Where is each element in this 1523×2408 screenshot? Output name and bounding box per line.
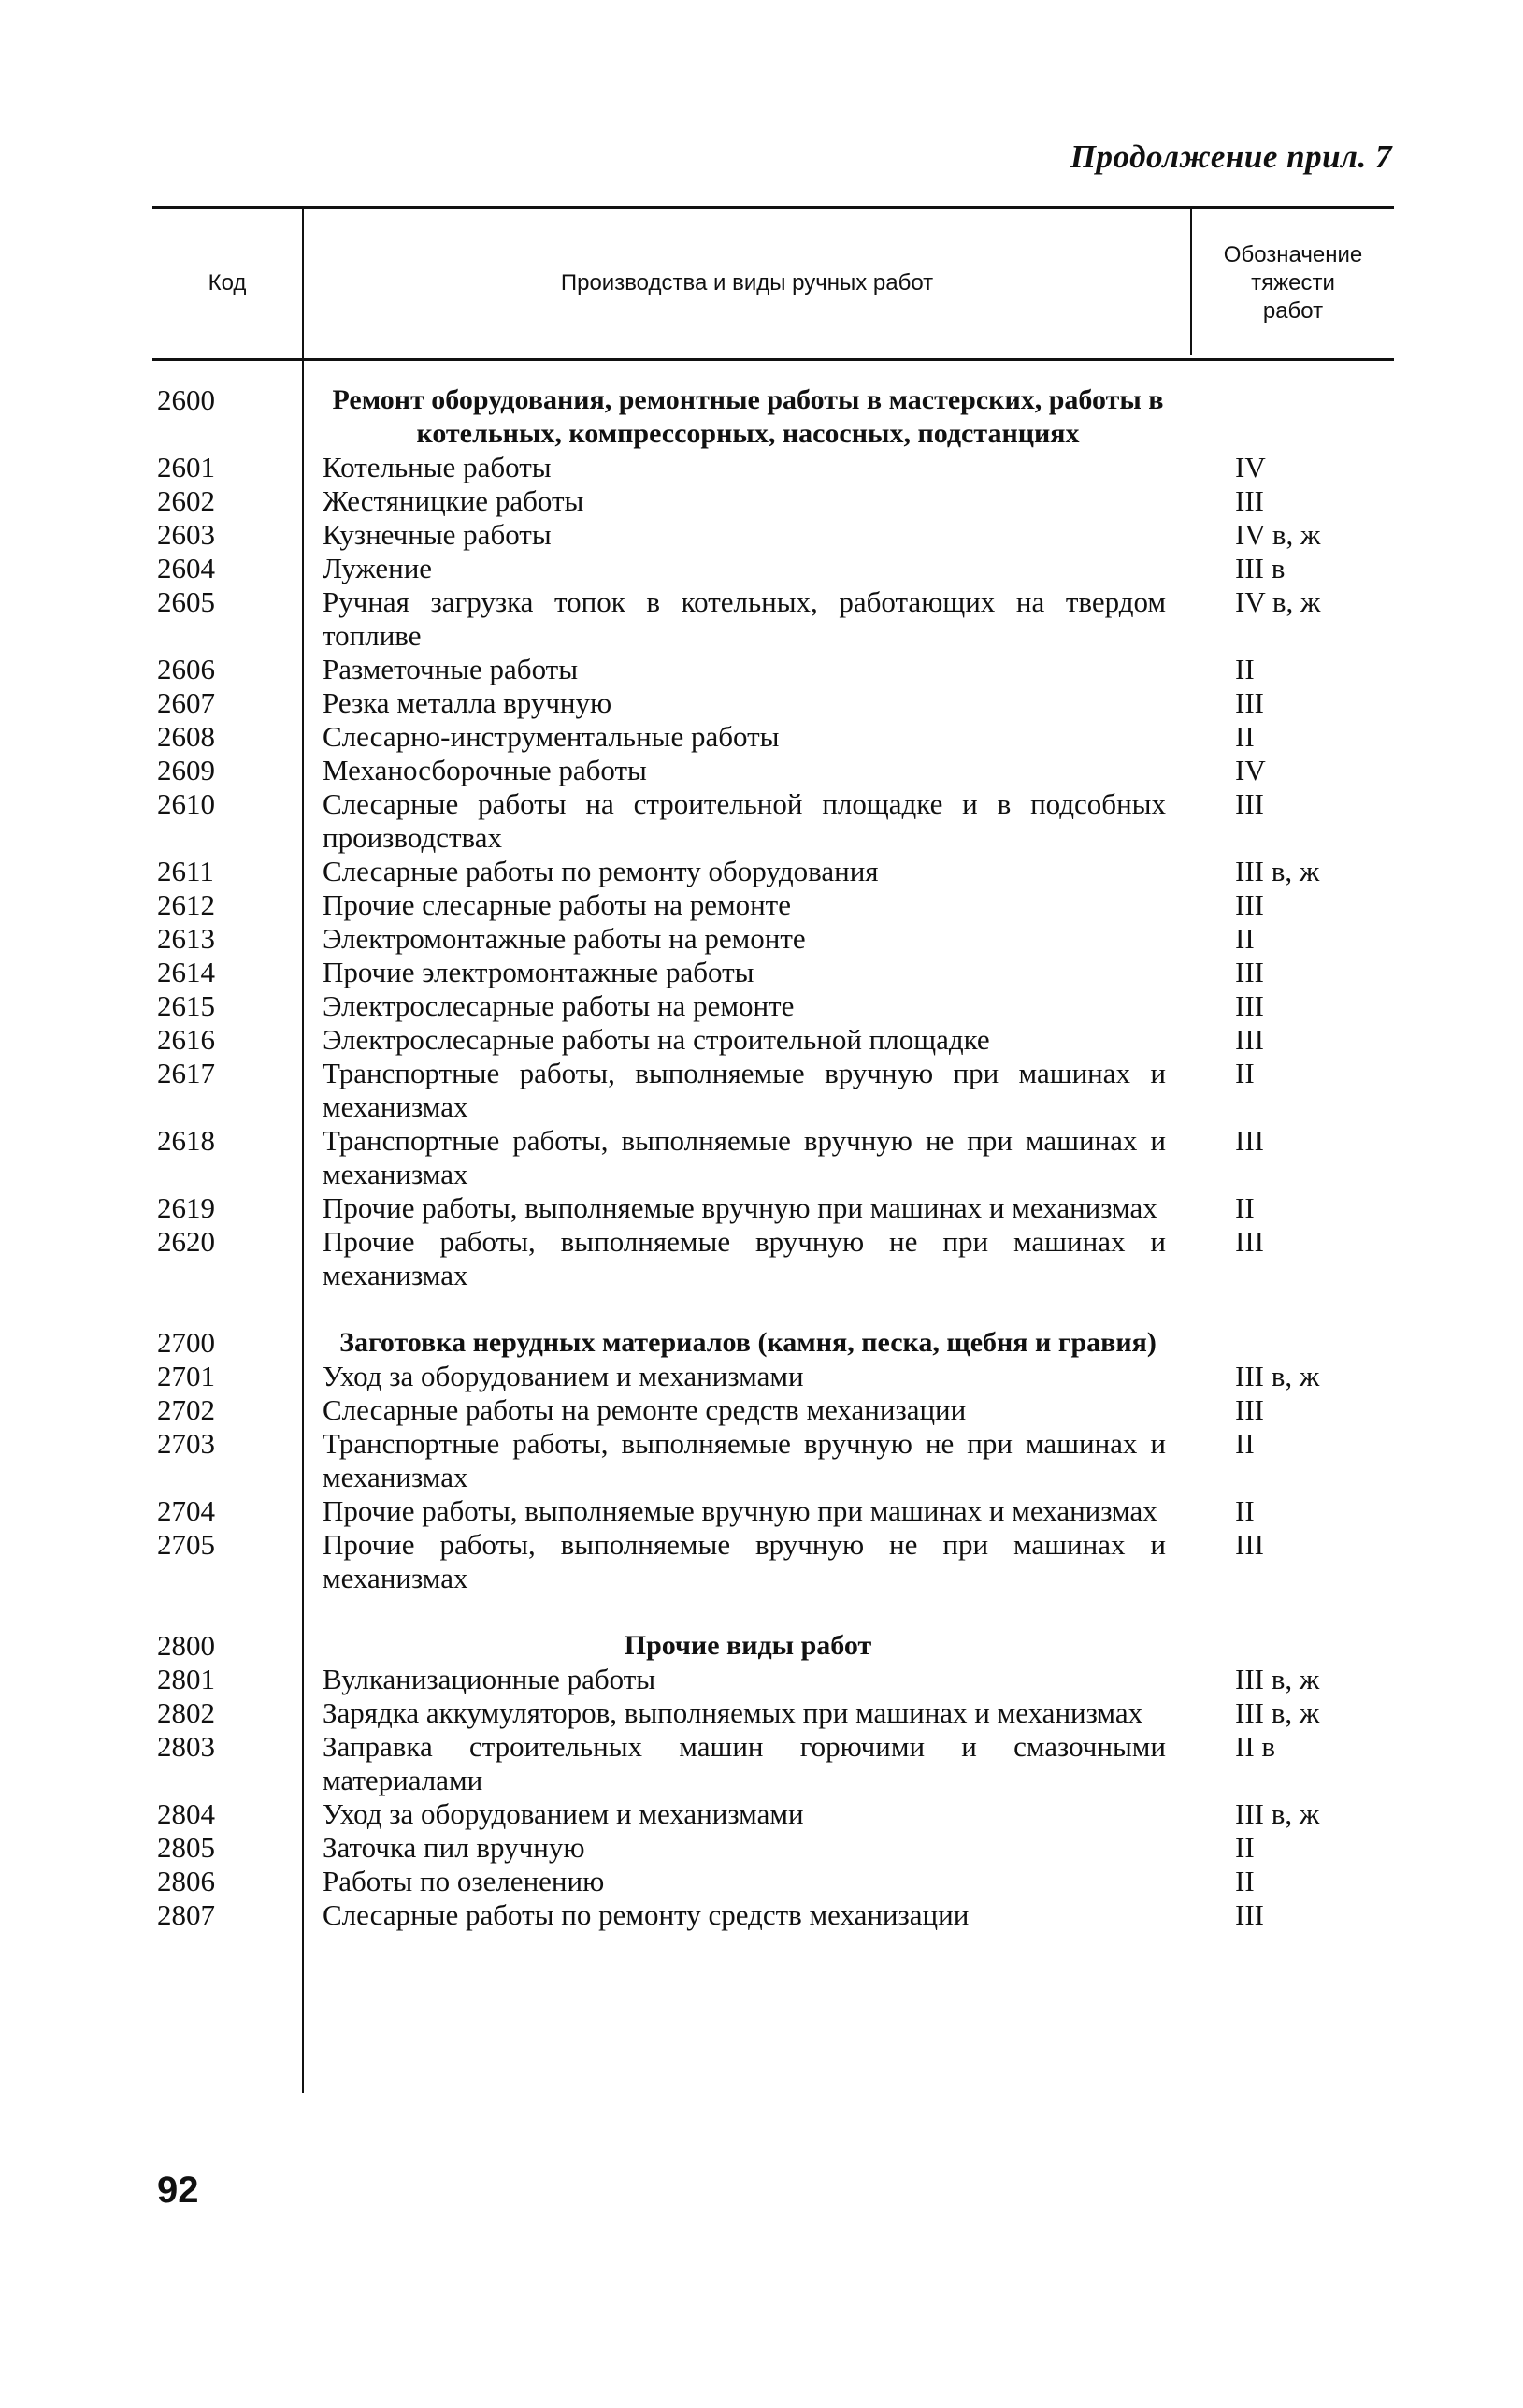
row-code: 2603: [157, 518, 215, 551]
table-row: [152, 552, 1394, 585]
row-grade: III: [1235, 686, 1264, 719]
row-grade: III: [1235, 1393, 1264, 1426]
section-heading-row: [152, 1629, 1394, 1663]
table-row: [152, 888, 1394, 922]
table-row: [152, 585, 1394, 653]
row-name: Транспортные работы, выполняемые вручную не при машинах и механизмах: [323, 1124, 1166, 1190]
row-grade: III в, ж: [1235, 1797, 1320, 1830]
row-code: 2615: [157, 989, 215, 1022]
section-title: Ремонт оборудования, ремонтные работы в мастерских, работы в котельных, компрессорных, насосных, подстанциях: [332, 384, 1164, 449]
column-header-grade: Обозначение тяжести работ: [1223, 242, 1363, 324]
row-name: Прочие работы, выполняемые вручную не при машинах и механизмах: [323, 1225, 1166, 1291]
row-name: Прочие работы, выполняемые вручную не при машинах и механизмах: [323, 1528, 1166, 1594]
row-code: 2703: [157, 1427, 215, 1460]
table-row: [152, 518, 1394, 552]
column-header-name: Производства и виды ручных работ: [560, 270, 934, 296]
row-name: Ручная загрузка топок в котельных, работающих на твердом топливе: [323, 585, 1166, 652]
row-name: Прочие слесарные работы на ремонте: [323, 888, 791, 921]
row-code: 2805: [157, 1831, 215, 1864]
row-code: 2700: [157, 1326, 215, 1359]
row-code: 2804: [157, 1797, 215, 1830]
row-grade: II в: [1235, 1730, 1276, 1763]
section-title: Прочие виды работ: [624, 1630, 872, 1661]
table-row: [152, 1191, 1394, 1225]
row-code: 2620: [157, 1225, 215, 1258]
table-row: [152, 1528, 1394, 1595]
row-grade: II: [1235, 1427, 1255, 1460]
row-code: 2803: [157, 1730, 215, 1763]
table-row: [152, 1831, 1394, 1865]
table-row: [152, 653, 1394, 686]
row-name: Слесарные работы на строительной площадке и в подсобных производствах: [323, 787, 1166, 854]
table-row: [152, 787, 1394, 855]
table-row: [152, 1023, 1394, 1057]
table-row: [152, 754, 1394, 787]
row-code: 2600: [157, 383, 215, 416]
row-grade: III: [1235, 1225, 1264, 1258]
table-row: [152, 1865, 1394, 1898]
table-row: [152, 1797, 1394, 1831]
table-row: [152, 1057, 1394, 1124]
table-row: [152, 720, 1394, 754]
row-name: Электромонтажные работы на ремонте: [323, 922, 806, 955]
row-grade: II: [1235, 1831, 1255, 1864]
row-grade: II: [1235, 922, 1255, 955]
row-grade: III: [1235, 1898, 1264, 1931]
table-row: [152, 1730, 1394, 1797]
row-code: 2704: [157, 1494, 215, 1527]
row-grade: IV: [1235, 451, 1266, 483]
row-code: 2807: [157, 1898, 215, 1931]
row-grade: II: [1235, 1494, 1255, 1527]
row-code: 2617: [157, 1057, 215, 1089]
row-code: 2601: [157, 451, 215, 483]
row-grade: II: [1235, 653, 1255, 685]
row-grade: II: [1235, 1865, 1255, 1897]
table-row: [152, 989, 1394, 1023]
row-grade: III: [1235, 1023, 1264, 1056]
row-code: 2605: [157, 585, 215, 618]
table-row: [152, 1696, 1394, 1730]
row-code: 2618: [157, 1124, 215, 1157]
row-grade: III в, ж: [1235, 1696, 1320, 1729]
section-heading-row: [152, 1326, 1394, 1360]
row-code: 2602: [157, 484, 215, 517]
table-row: [152, 1898, 1394, 1932]
row-name: Слесарно-инструментальные работы: [323, 720, 780, 753]
row-grade: III: [1235, 1528, 1264, 1561]
table-row: [152, 1360, 1394, 1393]
row-name: Жестяницкие работы: [323, 484, 584, 517]
row-name: Электрослесарные работы на строительной площадке: [323, 1023, 990, 1056]
row-grade: III: [1235, 989, 1264, 1022]
row-code: 2609: [157, 754, 215, 786]
row-name: Прочие работы, выполняемые вручную при машинах и механизмах: [323, 1191, 1157, 1224]
row-name: Электрослесарные работы на ремонте: [323, 989, 795, 1022]
row-code: 2612: [157, 888, 215, 921]
row-grade: III: [1235, 888, 1264, 921]
row-code: 2613: [157, 922, 215, 955]
table-row: [152, 1427, 1394, 1494]
row-code: 2608: [157, 720, 215, 753]
table-row: [152, 922, 1394, 956]
row-grade: III: [1235, 484, 1264, 517]
row-grade: IV: [1235, 754, 1266, 786]
row-code: 2610: [157, 787, 215, 820]
row-grade: III: [1235, 787, 1264, 820]
row-code: 2800: [157, 1629, 215, 1662]
row-name: Прочие работы, выполняемые вручную при машинах и механизмах: [323, 1494, 1157, 1527]
row-grade: III в, ж: [1235, 1360, 1320, 1392]
row-code: 2616: [157, 1023, 215, 1056]
row-grade: III в, ж: [1235, 1663, 1320, 1695]
row-name: Заправка строительных машин горючими и смазочными материалами: [323, 1730, 1166, 1796]
row-name: Работы по озеленению: [323, 1865, 605, 1897]
row-grade: III: [1235, 956, 1264, 988]
table-row: [152, 956, 1394, 989]
row-code: 2701: [157, 1360, 215, 1392]
row-name: Заточка пил вручную: [323, 1831, 585, 1864]
row-code: 2614: [157, 956, 215, 988]
row-grade: II: [1235, 720, 1255, 753]
column-header-code: Код: [208, 270, 247, 296]
table-row: [152, 1393, 1394, 1427]
table-row: [152, 1494, 1394, 1528]
row-code: 2801: [157, 1663, 215, 1695]
row-name: Уход за оборудованием и механизмами: [323, 1360, 804, 1392]
table-row: [152, 451, 1394, 484]
row-name: Уход за оборудованием и механизмами: [323, 1797, 804, 1830]
row-name: Лужение: [323, 552, 433, 584]
row-code: 2607: [157, 686, 215, 719]
row-grade: II: [1235, 1191, 1255, 1224]
section-heading-row: [152, 383, 1394, 451]
row-code: 2611: [157, 855, 214, 887]
page-number: 92: [157, 2170, 199, 2211]
column-divider-right: [1190, 206, 1192, 355]
row-name: Вулканизационные работы: [323, 1663, 656, 1695]
row-code: 2806: [157, 1865, 215, 1897]
row-code: 2606: [157, 653, 215, 685]
data-table: [152, 206, 1394, 1931]
row-code: 2802: [157, 1696, 215, 1729]
row-code: 2705: [157, 1528, 215, 1561]
table-row: [152, 484, 1394, 518]
row-name: Механосборочные работы: [323, 754, 647, 786]
table-row: [152, 855, 1394, 888]
row-name: Прочие электромонтажные работы: [323, 956, 754, 988]
row-code: 2604: [157, 552, 215, 584]
table-header: [152, 206, 1394, 361]
table-row: [152, 1225, 1394, 1292]
row-name: Кузнечные работы: [323, 518, 552, 551]
row-code: 2619: [157, 1191, 215, 1224]
row-name: Котельные работы: [323, 451, 552, 483]
page-header: Продолжение прил. 7: [1070, 138, 1392, 175]
table-row: [152, 686, 1394, 720]
row-grade: III в, ж: [1235, 855, 1320, 887]
row-name: Резка металла вручную: [323, 686, 612, 719]
section-title: Заготовка нерудных материалов (камня, песка, щебня и гравия): [339, 1327, 1157, 1358]
row-code: 2702: [157, 1393, 215, 1426]
row-grade: II: [1235, 1057, 1255, 1089]
table-row: [152, 1124, 1394, 1191]
row-grade: IV в, ж: [1235, 585, 1321, 618]
row-name: Зарядка аккумуляторов, выполняемых при машинах и механизмах: [323, 1696, 1143, 1729]
row-name: Транспортные работы, выполняемые вручную при машинах и механизмах: [323, 1057, 1166, 1123]
row-name: Слесарные работы на ремонте средств механизации: [323, 1393, 967, 1426]
table-row: [152, 1663, 1394, 1696]
row-name: Разметочные работы: [323, 653, 579, 685]
row-grade: IV в, ж: [1235, 518, 1321, 551]
row-grade: III в: [1235, 552, 1286, 584]
row-grade: III: [1235, 1124, 1264, 1157]
table-body: [152, 383, 1394, 1932]
row-name: Транспортные работы, выполняемые вручную не при машинах и механизмах: [323, 1427, 1166, 1493]
row-name: Слесарные работы по ремонту оборудования: [323, 855, 879, 887]
row-name: Слесарные работы по ремонту средств механизации: [323, 1898, 970, 1931]
